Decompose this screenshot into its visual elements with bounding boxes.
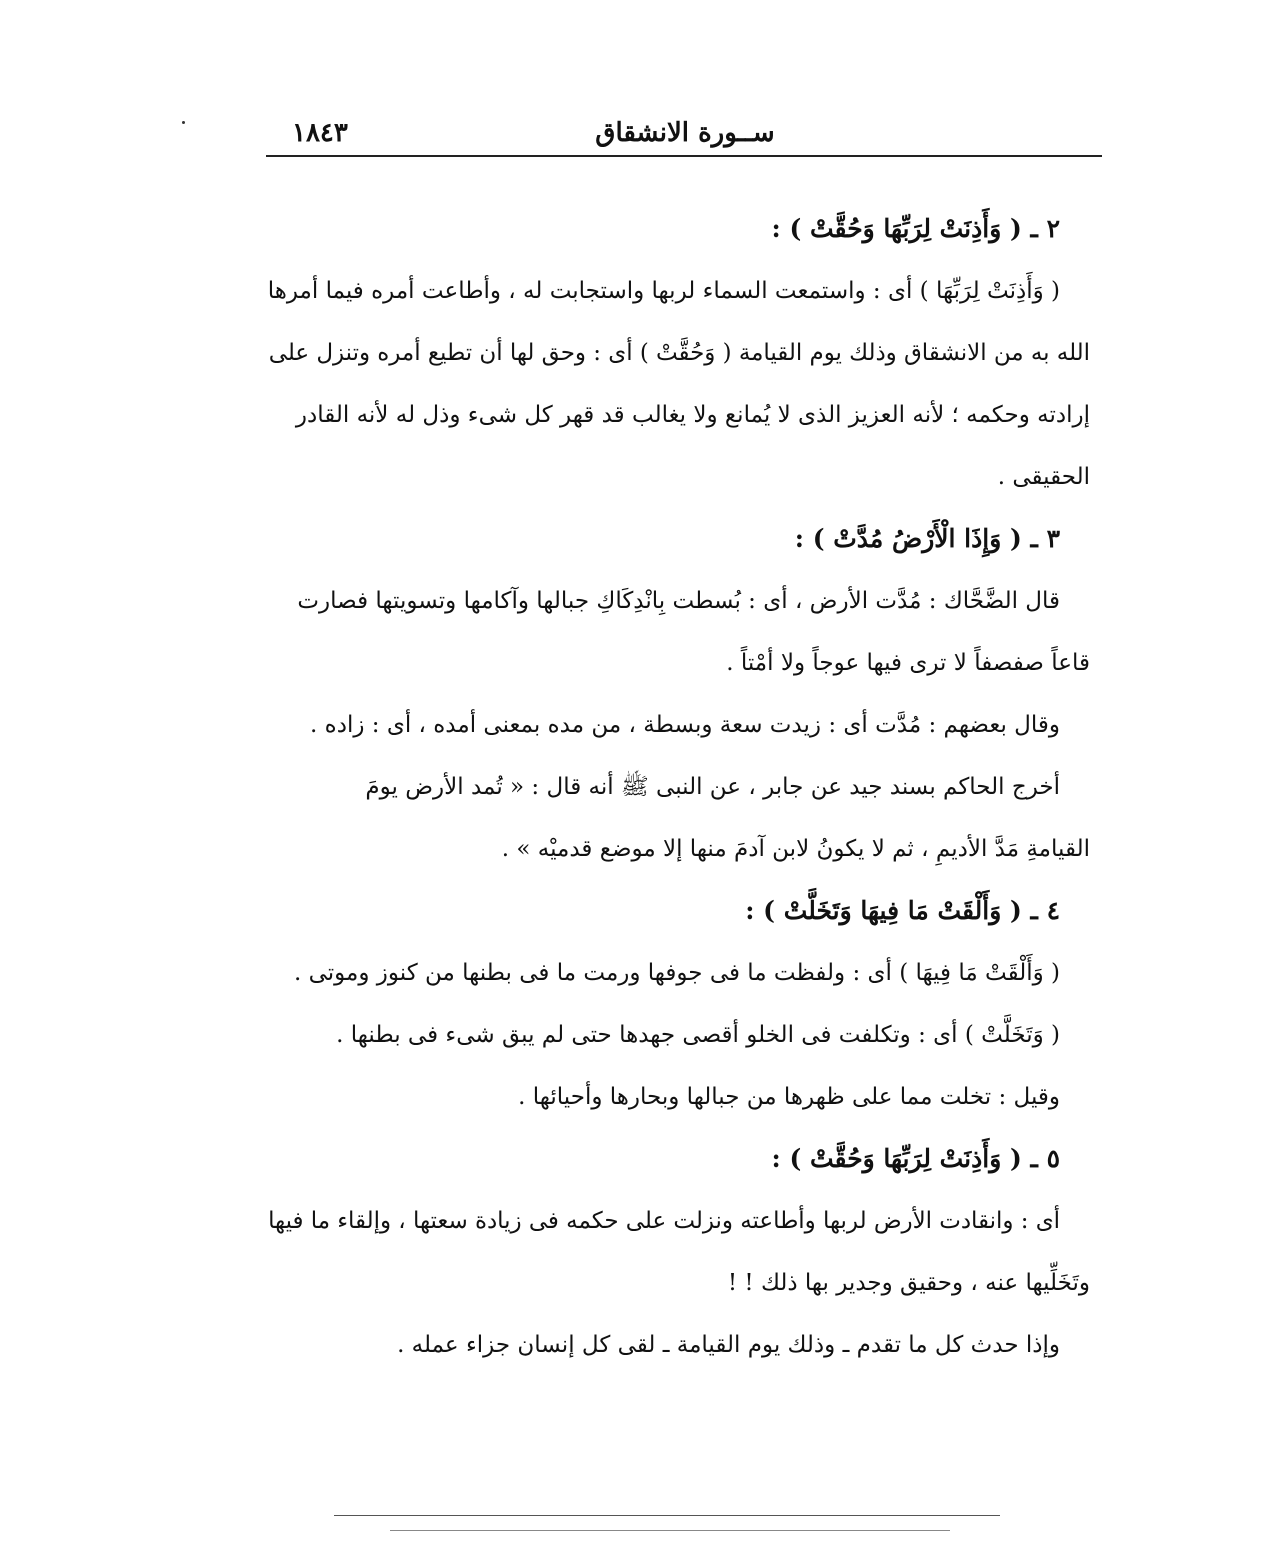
text-line: الله به من الانشقاق وذلك يوم القيامة ( وَحُقَّتْ ) أى : وحق لها أن تطيع أمره وتنزل على xyxy=(268,340,1090,366)
paragraph xyxy=(268,942,1090,1004)
footer-rule-secondary xyxy=(390,1530,950,1531)
paragraph xyxy=(268,570,1090,694)
text-line: ( وَأَلْقَتْ مَا فِيهَا ) أى : ولفظت ما فى جوفها ورمت ما فى بطنها من كنوز وموتى . xyxy=(293,960,1060,986)
text-line: ( وَتَخَلَّتْ ) أى : وتكلفت فى الخلو أقصى جهدها حتى لم يبق شىء فى بطنها . xyxy=(336,1022,1060,1048)
paragraph xyxy=(268,1066,1090,1128)
paragraph xyxy=(268,1314,1090,1376)
paragraph xyxy=(268,260,1090,508)
text-line: وقيل : تخلت مما على ظهرها من جبالها وبحارها وأحيائها . xyxy=(518,1084,1060,1110)
paragraph xyxy=(268,756,1090,880)
page-header xyxy=(268,112,1102,152)
text-line: وتَخَلِّيها عنه ، وحقيق وجدير بها ذلك ! ! xyxy=(727,1270,1090,1296)
scan-speck xyxy=(182,121,185,124)
text-line: الحقيقى . xyxy=(997,464,1090,490)
text-line: وإذا حدث كل ما تقدم ـ وذلك يوم القيامة ـ لقى كل إنسان جزاء عمله . xyxy=(397,1332,1060,1358)
text-line: وقال بعضهم : مُدَّت أى : زيدت سعة وبسطة ، من مده بمعنى أمده ، أى : زاده . xyxy=(310,712,1060,738)
text-line: إرادته وحكمه ؛ لأنه العزيز الذى لا يُمانع ولا يغالب قد قهر كل شىء وذل له لأنه القادر xyxy=(295,402,1090,428)
paragraph xyxy=(268,694,1090,756)
verse-heading-2: ٢ ـ ( وَأَذِنَتْ لِرَبِّهَا وَحُقَّتْ ) : xyxy=(771,214,1060,243)
verse-heading-3: ٣ ـ ( وَإِذَا الْأَرْضُ مُدَّتْ ) : xyxy=(794,524,1060,553)
page-body xyxy=(268,198,1090,1376)
text-line: أخرج الحاكم بسند جيد عن جابر ، عن النبى ﷺ أنه قال : « تُمد الأرض يومَ xyxy=(365,774,1060,800)
text-line: القيامةِ مَدَّ الأديمِ ، ثم لا يكونُ لابن آدمَ منها إلا موضع قدميْه » . xyxy=(501,836,1090,862)
page-number: ١٨٤٣ xyxy=(292,118,348,148)
verse-heading-5: ٥ ـ ( وَأَذِنَتْ لِرَبِّهَا وَحُقَّتْ ) : xyxy=(771,1144,1060,1173)
text-line: قال الضَّحَّاك : مُدَّت الأرض ، أى : بُسطت بِانْدِكَاكِ جبالها وآكامها وتسويتها فصارت xyxy=(297,588,1060,614)
footer-rule xyxy=(334,1515,1000,1516)
text-line: ( وَأَذِنَتْ لِرَبِّهَا ) أى : واستمعت السماء لربها واستجابت له ، وأطاعت أمره فيما أمرها xyxy=(268,278,1060,304)
text-line: قاعاً صفصفاً لا ترى فيها عوجاً ولا أمْتاً . xyxy=(726,650,1090,676)
text-line: أى : وانقادت الأرض لربها وأطاعته ونزلت على حكمه فى زيادة سعتها ، وإلقاء ما فيها xyxy=(268,1208,1060,1234)
paragraph xyxy=(268,1190,1090,1314)
header-rule xyxy=(266,155,1102,157)
verse-heading-4: ٤ ـ ( وَأَلْقَتْ مَا فِيهَا وَتَخَلَّتْ ) : xyxy=(745,896,1060,925)
running-title: ســورة الانشقاق xyxy=(595,118,775,148)
paragraph xyxy=(268,1004,1090,1066)
